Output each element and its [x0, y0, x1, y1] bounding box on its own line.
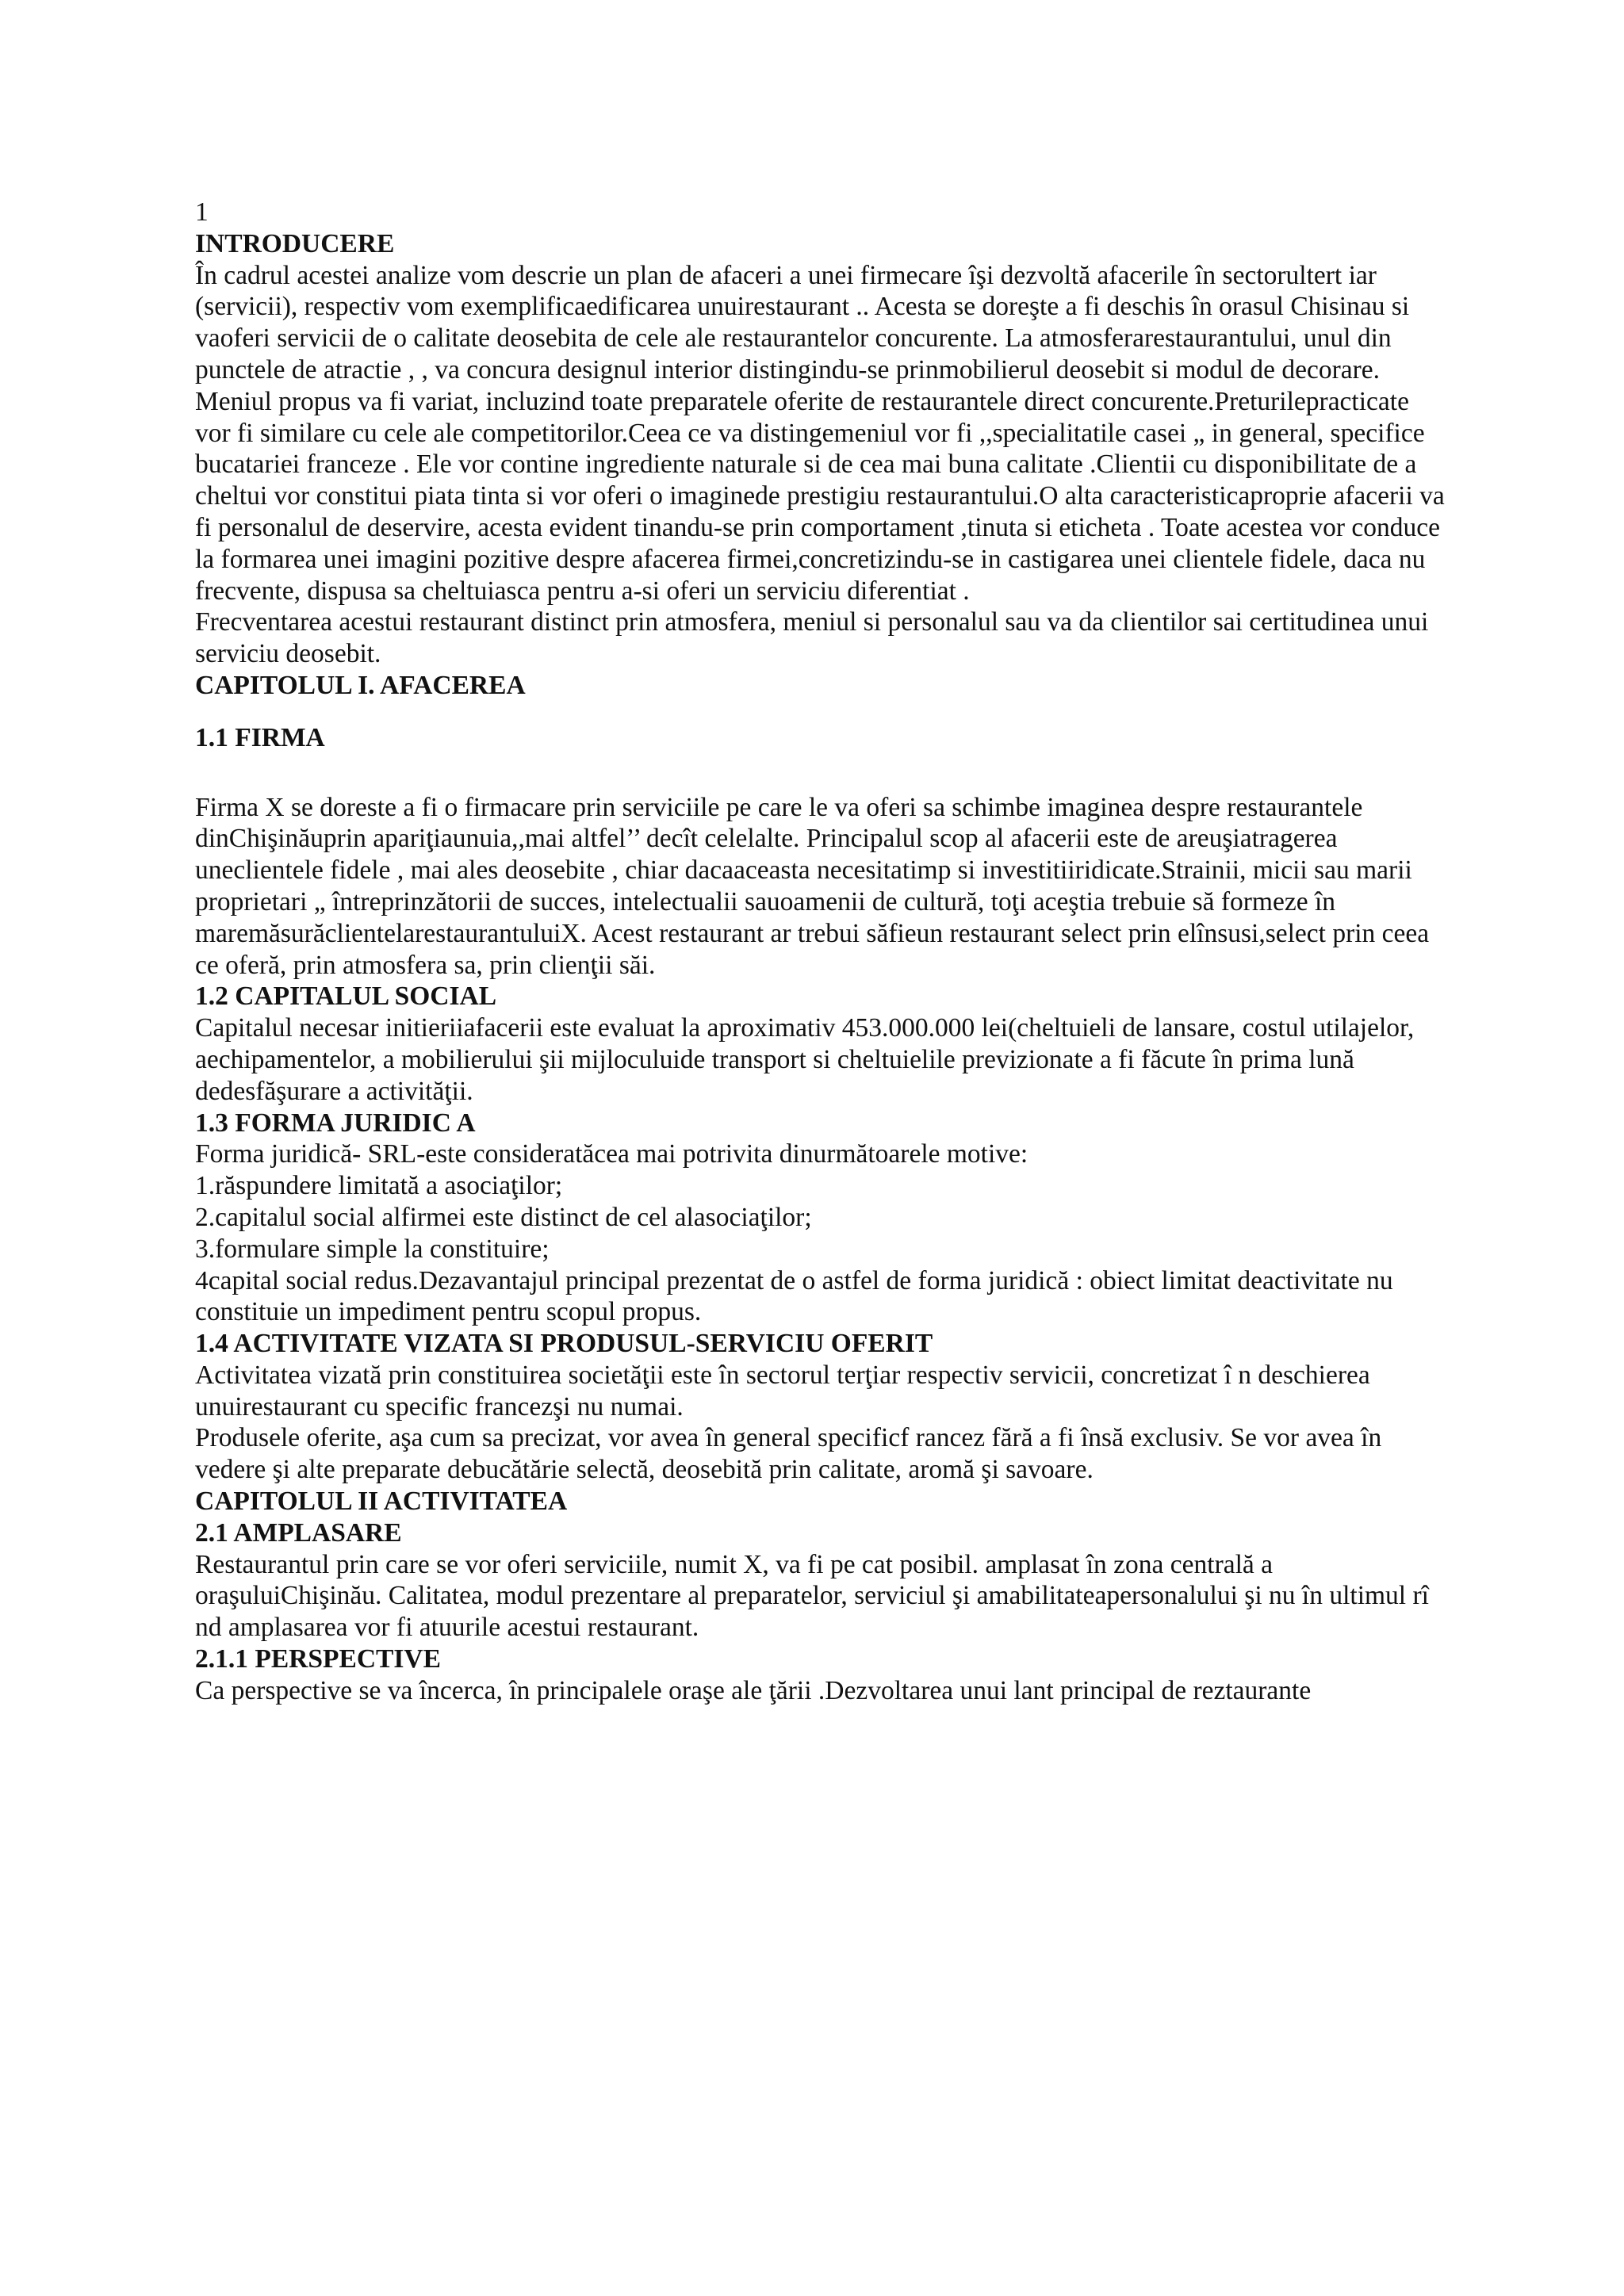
- heading-amplasare: 2.1 AMPLASARE: [195, 1517, 402, 1548]
- forma-juridica-item-1: 1.răspundere limitată a asociaţilor;: [195, 1171, 563, 1201]
- intro-paragraph-2: Frecventarea acestui restaurant distinct prin atmosfera, meniul si personalul sau va da clientilor sai certitudinea unui serviciu deosebit.: [195, 607, 1429, 669]
- amplasare-paragraph: Restaurantul prin care se vor oferi serviciile, numit X, va fi pe cat posibil. amplasat în zona centrală a oraşuluiChişinău. Calitatea, modul prezentare al preparatelor, serviciul şi amabilitateapersonalului şi nu în ultimul rî nd amplasarea vor fi atuurile acestui restaurant.: [195, 1549, 1429, 1643]
- heading-introducere: INTRODUCERE: [195, 228, 395, 258]
- activitate-paragraph-1: Activitatea vizată prin constituirea societăţii este în sectorul terţiar respectiv servicii, concretizat î n deschierea unuirestaurant cu specific francezşi nu numai.: [195, 1360, 1370, 1422]
- activitate-paragraph-2: Produsele oferite, aşa cum sa precizat, vor avea în general specificf rancez fără a fi însă exclusiv. Se vor avea în vedere şi alte preparate debucătărie selectă, deosebită prin calitate, aromă şi savoare.: [195, 1423, 1382, 1485]
- page-number: 1: [195, 197, 209, 227]
- heading-capitalul-social: 1.2 CAPITALUL SOCIAL: [195, 982, 497, 1012]
- heading-firma: 1.1 FIRMA: [195, 722, 325, 752]
- perspective-paragraph: Ca perspective se va încerca, în principalele oraşe ale ţării .Dezvoltarea unui lant principal de reztaurante: [195, 1675, 1312, 1705]
- spacer: [195, 754, 1448, 792]
- capitalul-social-paragraph: Capitalul necesar initieriiafacerii este evaluat la aproximativ 453.000.000 lei(cheltuieli de lansare, costul utilajelor, aechipamentelor, a mobilierului şii mijloculuide transport si cheltuielile previzionate a fi făcute în prima lună dedesfăşurare a activităţii.: [195, 1013, 1415, 1106]
- forma-juridica-intro: Forma juridică- SRL-este consideratăcea mai potrivita dinurmătoarele motive:: [195, 1139, 1028, 1169]
- document-page: [195, 197, 1448, 1707]
- heading-capitolul-1: CAPITOLUL I. AFACEREA: [195, 670, 526, 700]
- forma-juridica-item-2: 2.capitalul social alfirmei este distinct de cel alasociaţilor;: [195, 1202, 812, 1232]
- heading-perspective: 2.1.1 PERSPECTIVE: [195, 1644, 441, 1674]
- intro-paragraph-1: În cadrul acestei analize vom descrie un plan de afaceri a unei firmecare îşi dezvoltă afacerile în sectorultert iar (servicii), respectiv vom exemplificaedificarea unuirestaurant .. Acesta se doreşte a fi deschis în orasul Chisinau si vaoferi servicii de o calitate deosebita de cele ale restaurantelor concurente. La atmosferarestaurantului, unul din punctele de atractie , , va concura designul interior distingindu-se prinmobilierul deosebit si modul de decorare. Meniul propus va fi variat, incluzind toate preparatele oferite de restaurantele direct concurente.Preturilepracticate vor fi similare cu cele ale competitorilor.Ceea ce va distingemeniul vor fi ,,specialitatile casei „ in general, specifice bucatariei franceze . Ele vor contine ingrediente naturale si de cea mai buna calitate .Clientii cu disponibilitate de a cheltui vor constitui piata tinta si vor oferi o imaginede prestigiu restaurantului.O alta caracteristicaproprie afacerii va fi personalul de deservire, acesta evident tinandu-se prin comportament ,tinuta si eticheta . Toate acestea vor conduce la formarea unei imagini pozitive despre afacerea firmei,concretizindu-se in castigarea unei clientele fidele, daca nu frecvente, dispusa sa cheltuiasca pentru a-si oferi un serviciu diferentiat .: [195, 260, 1445, 606]
- heading-forma-juridica: 1.3 FORMA JURIDIC A: [195, 1108, 476, 1138]
- spacer: [195, 702, 1448, 722]
- firma-paragraph: Firma X se doreste a fi o firmacare prin serviciile pe care le va oferi sa schimbe imaginea despre restaurantele dinChişinăuprin apariţiaunuia,,mai altfel’’ decît celelalte. Principalul scop al afacerii este de areuşiatragerea uneclientele fidele , mai ales deosebite , chiar dacaaceasta necesitatimp si investitiiridicate.Strainii, micii sau marii proprietari „ întreprinzătorii de succes, intelectualii sauoamenii de cultură, toţi aceştia trebuie să formeze în maremăsurăclientelarestaurantuluiX. Acest restaurant ar trebui săfieun restaurant select prin elînsusi,select prin ceea ce oferă, prin atmosfera sa, prin clienţii săi.: [195, 792, 1430, 980]
- heading-capitolul-2: CAPITOLUL II ACTIVITATEA: [195, 1487, 568, 1517]
- heading-activitate-vizata: 1.4 ACTIVITATE VIZATA SI PRODUSUL-SERVICIU OFERIT: [195, 1329, 933, 1359]
- forma-juridica-item-4: 4capital social redus.Dezavantajul principal prezentat de o astfel de forma juridică : obiect limitat deactivitate nu constituie un impediment pentru scopul propus.: [195, 1265, 1393, 1327]
- forma-juridica-item-3: 3.formulare simple la constituire;: [195, 1234, 550, 1264]
